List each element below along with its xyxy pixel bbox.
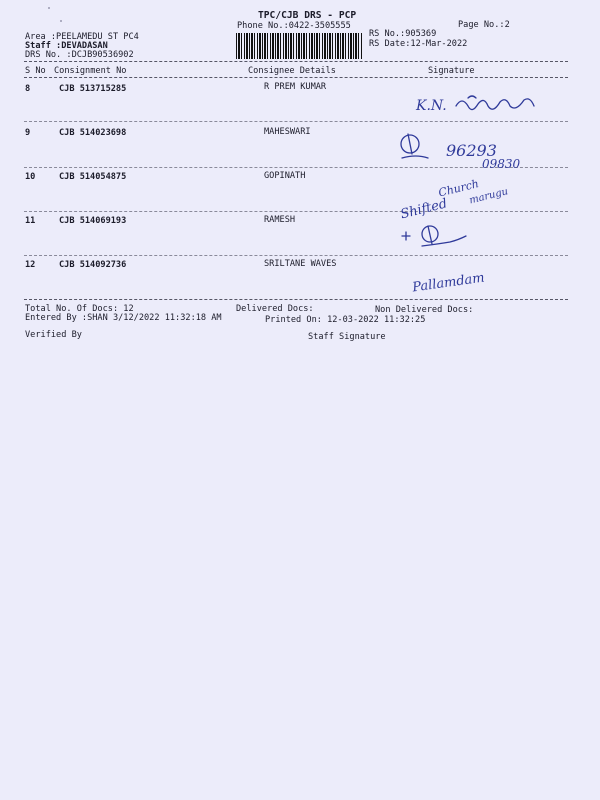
rs-number: RS No.:905369 (369, 29, 437, 39)
signature-scribble (402, 232, 410, 240)
row-separator (24, 211, 568, 212)
signature-row-8 (416, 92, 566, 122)
signature-row-11 (398, 222, 478, 250)
page-number: Page No.:2 (458, 20, 510, 30)
scan-speck (60, 20, 62, 22)
table-bottom-rule (24, 299, 568, 300)
row-sno: 8 (25, 84, 31, 94)
column-sno: S No (25, 66, 46, 76)
signature-note: Shifted (399, 196, 449, 223)
signature-scribble (468, 96, 476, 98)
row-consignee: RAMESH (264, 215, 296, 225)
signature-scribble (456, 99, 534, 110)
row-consignee: MAHESWARI (264, 127, 311, 137)
signature-scribble (422, 226, 466, 246)
signature-row-12 (412, 262, 512, 294)
column-consignment: Consignment No (54, 66, 127, 76)
document-title: TPC/CJB DRS - PCP (258, 10, 357, 21)
row-sno: 10 (25, 172, 36, 182)
row-separator (24, 255, 568, 256)
signature-scribble (402, 134, 428, 158)
phone-number: Phone No.:0422-3505555 (237, 21, 351, 31)
signature-initials: K.N. (416, 98, 447, 114)
area-field: Area :PEELAMEDU ST PC4 (25, 32, 139, 42)
row-consignee: SRILTANE WAVES (264, 259, 337, 269)
signature-phone-number: 09830 (482, 157, 521, 171)
row-sno: 12 (25, 260, 36, 270)
entered-by: Entered By :SHAN 3/12/2022 11:32:18 AM (25, 313, 222, 323)
row-sno: 11 (25, 216, 36, 226)
row-consignment: CJB 514054875 (59, 172, 127, 182)
verified-by: Verified By (25, 330, 82, 340)
row-consignment: CJB 514023698 (59, 128, 127, 138)
staff-signature: Staff Signature (308, 332, 386, 342)
column-signature: Signature (428, 66, 475, 76)
row-consignment: CJB 513715285 (59, 84, 127, 94)
row-consignee: R PREM KUMAR (264, 82, 327, 92)
total-docs: Total No. Of Docs: 12 (25, 304, 134, 314)
rs-date: RS Date:12-Mar-2022 (369, 39, 468, 49)
header-rule (24, 61, 568, 62)
signature-phone-number: 96293 (446, 141, 497, 160)
column-consignee: Consignee Details (248, 66, 336, 76)
signature-note: Pallamdam (411, 270, 486, 296)
row-sno: 9 (25, 128, 31, 138)
barcode (236, 33, 362, 59)
row-consignment: CJB 514092736 (59, 260, 127, 270)
scan-speck (48, 7, 50, 9)
column-rule (24, 77, 568, 78)
signature-note: marugu (468, 186, 510, 207)
signature-note: Church (437, 177, 481, 200)
row-consignment: CJB 514069193 (59, 216, 127, 226)
printed-on: Printed On: 12-03-2022 11:32:25 (265, 315, 426, 325)
delivered-docs: Delivered Docs: (236, 304, 314, 314)
staff-field: Staff :DEVADASAN (25, 41, 108, 51)
drs-number: DRS No. :DCJB90536902 (25, 50, 134, 60)
row-consignee: GOPINATH (264, 171, 306, 181)
non-delivered-docs: Non Delivered Docs: (375, 305, 474, 315)
